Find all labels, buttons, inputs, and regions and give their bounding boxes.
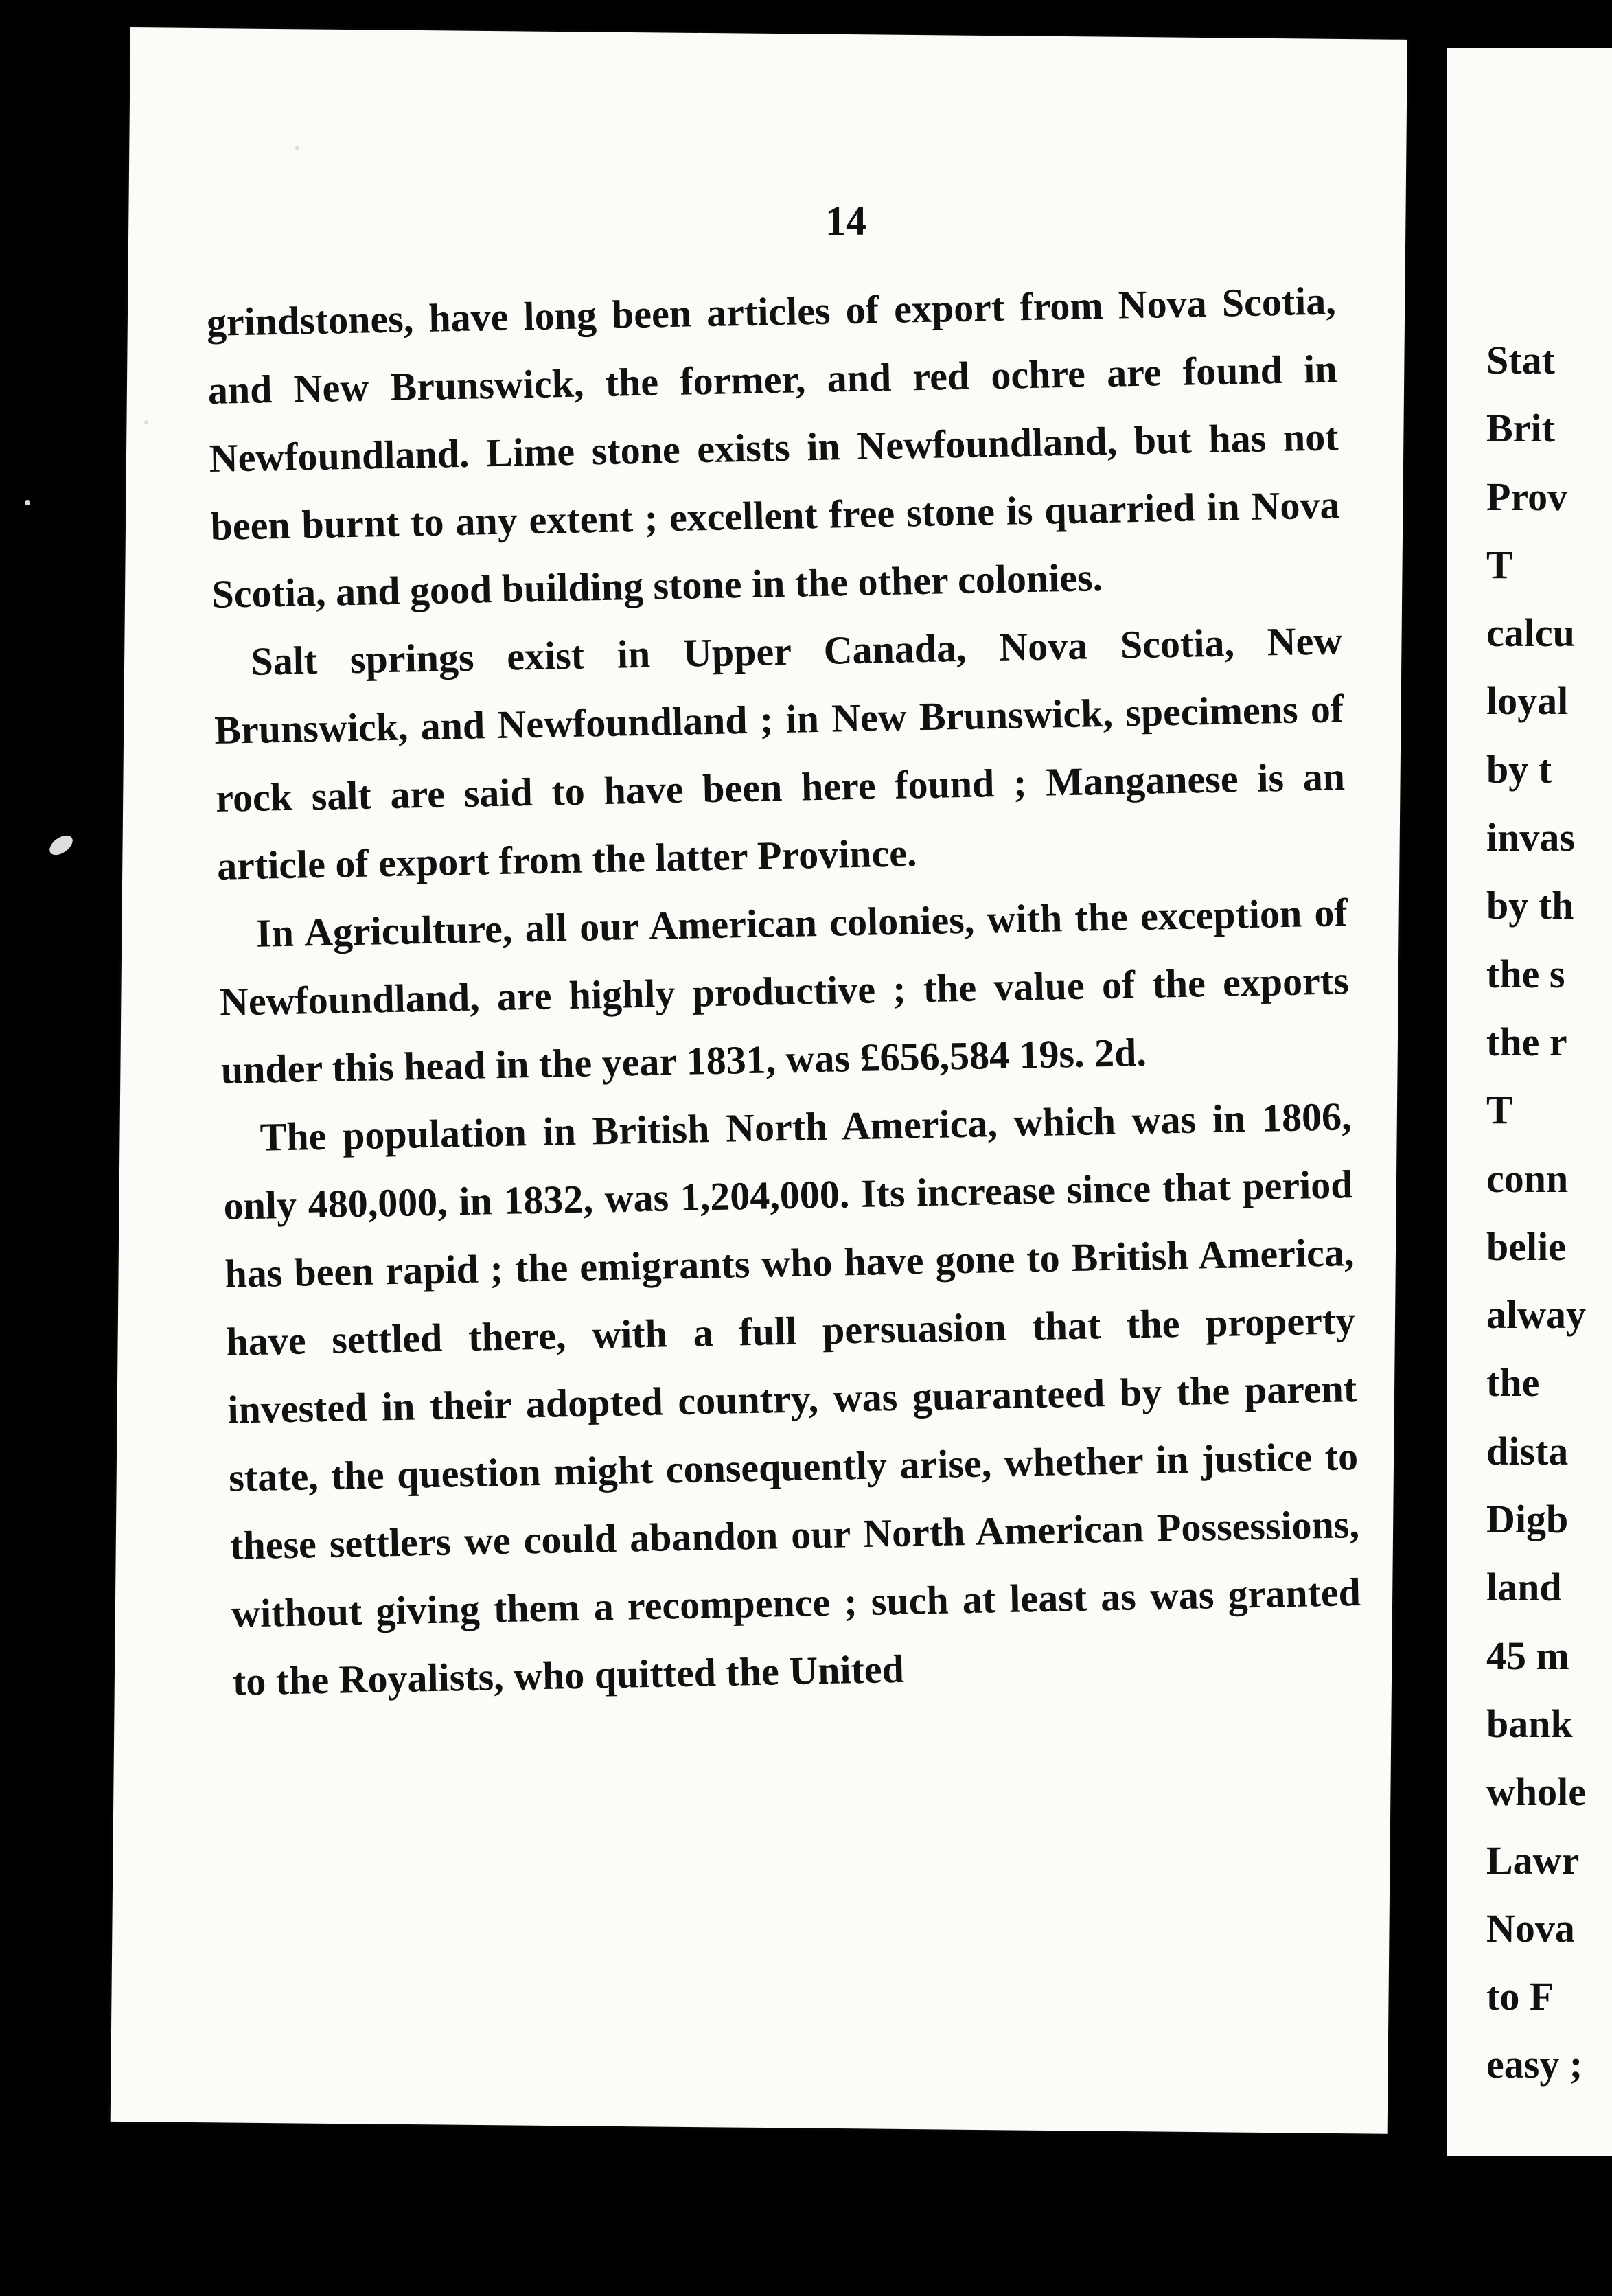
facing-page-text bbox=[1486, 326, 1586, 2099]
facing-line: whole bbox=[1486, 1769, 1586, 1815]
page-body-text bbox=[206, 266, 1363, 1715]
facing-line: T bbox=[1486, 1088, 1513, 1133]
facing-line: 45 m bbox=[1486, 1633, 1569, 1678]
facing-line: loyal bbox=[1486, 678, 1569, 724]
facing-line: the bbox=[1486, 1360, 1540, 1405]
facing-line: calcu bbox=[1486, 610, 1575, 656]
page-number: 14 bbox=[825, 198, 866, 244]
facing-line: to F bbox=[1486, 1974, 1554, 2019]
facing-line: dista bbox=[1486, 1428, 1569, 1473]
facing-line: Prov bbox=[1486, 474, 1568, 519]
facing-line: Brit bbox=[1486, 406, 1555, 451]
paragraph-minerals: grindstones, have long been articles of export from Nova Scotia, and New Brunswick, the former, and red ochre are found in Newfoundland. Lime stone exists in Newfoundland, but has not been burnt to any extent ; excellent free stone is quarried in Nova Scotia, and good building stone in the other colonies. bbox=[206, 278, 1340, 617]
facing-line: T bbox=[1486, 542, 1513, 587]
scan-speck bbox=[144, 420, 148, 424]
facing-line: easy ; bbox=[1486, 2042, 1583, 2087]
facing-line: Stat bbox=[1486, 338, 1555, 382]
scan-speck bbox=[46, 831, 76, 859]
facing-line: Digb bbox=[1486, 1497, 1569, 1542]
facing-line: belie bbox=[1486, 1224, 1566, 1269]
facing-line: by t bbox=[1486, 746, 1552, 792]
facing-line: conn bbox=[1486, 1156, 1569, 1201]
paragraph-salt-springs: Salt springs exist in Upper Canada, Nova Scotia, New Brunswick, and Newfoundland ; in New Brunswick, specimens of rock salt are said to have been here found ; Manganese is an article of export from the latter Province. bbox=[214, 618, 1346, 888]
facing-line: bank bbox=[1486, 1701, 1573, 1746]
facing-line: alway bbox=[1486, 1292, 1586, 1338]
facing-line: the r bbox=[1486, 1019, 1567, 1064]
facing-line: invas bbox=[1486, 815, 1575, 860]
facing-line: by th bbox=[1486, 883, 1574, 928]
facing-line: the s bbox=[1486, 951, 1565, 996]
scan-speck bbox=[25, 500, 30, 505]
scan-speck bbox=[295, 146, 299, 150]
paragraph-agriculture: In Agriculture, all our American colonies, with the exception of Newfoundland, are highly productive ; the value of the exports under this head in the year 1831, was £656,584 19s. 2d. bbox=[219, 890, 1350, 1092]
facing-line: land bbox=[1486, 1565, 1562, 1610]
facing-line: Nova bbox=[1486, 1905, 1575, 1951]
paragraph-population: The population in British North America, which was in 1806, only 480,000, in 1832, was 1,204,000. Its increase since that period has been rapid ; the emigrants who have gone to British America, have settled there, with a full persuasion that the property invested in their adopted country, was guaranteed by the parent state, the question might consequently arise, whether in justice to these settlers we could abandon our North American Possessions, without giving them a recompence ; such at least as was granted to the Royalists, who quitted the United bbox=[223, 1094, 1361, 1704]
facing-line: Lawr bbox=[1486, 1837, 1580, 1883]
